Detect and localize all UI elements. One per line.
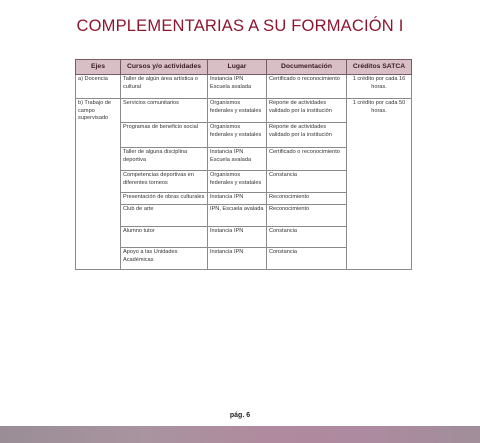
curso-cell: Taller de algún área artística o cultural [121, 75, 208, 99]
doc-cell: Reporte de actividades validado por la institución [267, 99, 347, 123]
creditos-cell: 1 crédito por cada 50 horas. [347, 99, 412, 270]
doc-cell: Reconocimiento [267, 205, 347, 227]
lugar-cell: Instancia IPN [208, 193, 267, 205]
lugar-cell: Organismos federales y estatales [208, 171, 267, 193]
curso-cell: Servicios comunitarios [121, 99, 208, 123]
curso-cell: Programas de beneficio social [121, 123, 208, 148]
footer-band [0, 426, 480, 443]
page-title: COMPLEMENTARIAS A SU FORMACIÓN I [76, 17, 404, 35]
doc-cell: Constancia [267, 171, 347, 193]
eje-cell: a) Docencia [76, 75, 121, 99]
curso-cell: Club de arte [121, 205, 208, 227]
header-cursos: Cursos y/o actividades [121, 60, 208, 75]
page-number: pág. 6 [229, 412, 251, 419]
creditos-cell: 1 crédito por cada 16 horas. [347, 75, 412, 99]
header-creditos: Créditos SATCA [347, 60, 412, 75]
lugar-cell: Instancia IPN [208, 248, 267, 270]
doc-cell: Reporte de actividades validado por la institución [267, 123, 347, 148]
table-header-row [76, 60, 412, 75]
doc-cell: Reconocimiento [267, 193, 347, 205]
lugar-cell: Instancia IPN Escuela avalada [208, 148, 267, 171]
doc-cell: Constancia [267, 248, 347, 270]
table-row [76, 75, 412, 99]
curso-cell: Taller de alguna disciplina deportiva [121, 148, 208, 171]
curso-cell: Competencias deportivas en diferentes torneos [121, 171, 208, 193]
doc-cell: Constancia [267, 227, 347, 248]
curso-cell: Presentación de obras culturales [121, 193, 208, 205]
header-ejes: Ejes [76, 60, 121, 75]
header-lugar: Lugar [208, 60, 267, 75]
lugar-cell: Instancia IPN Escuela avalada [208, 75, 267, 99]
lugar-cell: IPN, Escuela avalada [208, 205, 267, 227]
header-documentacion: Documentación [267, 60, 347, 75]
activities-table [75, 59, 412, 270]
doc-cell: Certificado o reconocimiento [267, 148, 347, 171]
curso-cell: Alumno tutor [121, 227, 208, 248]
lugar-cell: Organismos federales y estatales [208, 99, 267, 123]
doc-cell: Certificado o reconocimiento [267, 75, 347, 99]
lugar-cell: Organismos federales y estatales [208, 123, 267, 148]
table-row [76, 99, 412, 123]
eje-cell: b) Trabajo de campo supervisado [76, 99, 121, 270]
lugar-cell: Instancia IPN [208, 227, 267, 248]
curso-cell: Apoyo a las Unidades Académicas [121, 248, 208, 270]
